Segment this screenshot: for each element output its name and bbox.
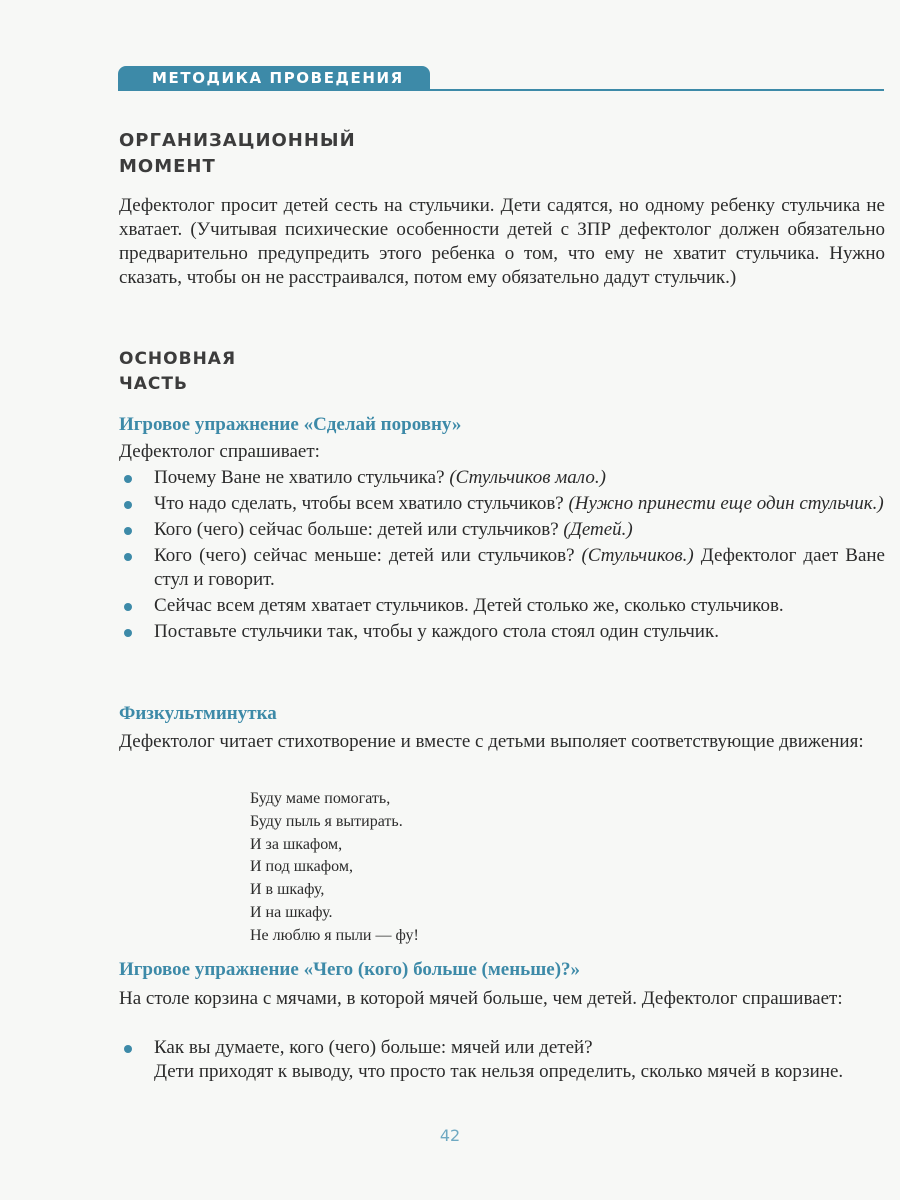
exercise2-question-list bbox=[119, 1036, 885, 1084]
poem-line: И за шкафом, bbox=[250, 835, 343, 853]
org-heading bbox=[119, 128, 356, 180]
bullet-icon bbox=[124, 501, 132, 509]
item-followup: Дефектолог дает Ване стул и говорит. bbox=[154, 545, 885, 590]
section-tab bbox=[118, 66, 430, 90]
section-label: МЕТОДИКА ПРОВЕДЕНИЯ bbox=[152, 69, 404, 87]
exercise1-title: Игровое упражнение «Сделай поровну» bbox=[119, 414, 462, 435]
exercise2-title: Игровое упражнение «Чего (кого) больше (меньше)?» bbox=[119, 959, 581, 980]
list-item bbox=[119, 544, 885, 592]
section-header bbox=[118, 66, 884, 92]
exercise1-question-list bbox=[119, 466, 885, 644]
exercise1-intro: Дефектолог спрашивает: bbox=[119, 441, 320, 462]
item-answer: (Нужно принести еще один стульчик.) bbox=[568, 493, 884, 514]
item-text: Почему Ване не хватило стульчика? bbox=[154, 467, 450, 488]
bullet-icon bbox=[124, 553, 132, 561]
item-text: Как вы думаете, кого (чего) больше: мячей или детей? bbox=[154, 1037, 593, 1058]
list-item bbox=[119, 492, 885, 516]
poem-line: И под шкафом, bbox=[250, 858, 353, 876]
item-answer: (Стульчиков мало.) bbox=[449, 467, 606, 488]
poem-line: И в шкафу, bbox=[250, 881, 325, 899]
bullet-icon bbox=[124, 1045, 132, 1053]
fizkult-title: Физкультминутка bbox=[119, 703, 277, 724]
bullet-icon bbox=[124, 527, 132, 535]
bullet-icon bbox=[124, 475, 132, 483]
fizkult-paragraph: Дефектолог читает стихотворение и вместе с детьми выполяет соответствующие движения: bbox=[119, 731, 864, 752]
list-item bbox=[119, 594, 885, 618]
org-heading-line2: МОМЕНТ bbox=[119, 156, 216, 177]
bullet-icon bbox=[124, 629, 132, 637]
main-heading-line2: ЧАСТЬ bbox=[119, 374, 188, 394]
exercise2-paragraph: На столе корзина с мячами, в которой мячей больше, чем детей. Дефектолог спрашивает: bbox=[119, 988, 843, 1009]
org-paragraph: Дефектолог просит детей сесть на стульчики. Дети садятся, но одному ребенку стульчика не хватает. (Учитывая психические особенности детей с ЗПР дефектолог должен обязательно предварительно предупредить этого ребенка о том, что ему не хватит стульчика. Нужно сказать, чтобы он не расстраивался, потом ему обязательно дадут стульчик.) bbox=[119, 195, 885, 288]
item-text: Кого (чего) сейчас больше: детей или стульчиков? bbox=[154, 519, 564, 540]
list-item bbox=[119, 1036, 885, 1084]
item-answer: (Стульчиков.) bbox=[581, 545, 694, 566]
main-heading-line1: ОСНОВНАЯ bbox=[119, 349, 237, 369]
item-text: Сейчас всем детям хватает стульчиков. Детей столько же, сколько стульчиков. bbox=[154, 595, 784, 616]
item-text: Кого (чего) сейчас меньше: детей или стульчиков? bbox=[154, 545, 582, 566]
poem-line: И на шкафу. bbox=[250, 903, 333, 921]
item-answer: (Детей.) bbox=[563, 519, 633, 540]
poem-line: Не люблю я пыли — фу! bbox=[250, 926, 419, 944]
poem-line: Буду пыль я вытирать. bbox=[250, 812, 403, 830]
item-text: Что надо сделать, чтобы всем хватило стульчиков? bbox=[154, 493, 569, 514]
list-item bbox=[119, 518, 885, 542]
item-text: Поставьте стульчики так, чтобы у каждого стола стоял один стульчик. bbox=[154, 621, 719, 642]
poem bbox=[250, 788, 419, 948]
section-rule bbox=[118, 89, 884, 91]
main-heading bbox=[119, 347, 236, 397]
page-number: 42 bbox=[439, 1126, 461, 1145]
list-item bbox=[119, 620, 885, 644]
list-item bbox=[119, 466, 885, 490]
org-heading-line1: ОРГАНИЗАЦИОННЫЙ bbox=[119, 130, 356, 151]
item-followup: Дети приходят к выводу, что просто так нельзя определить, сколько мячей в корзине. bbox=[154, 1061, 844, 1082]
bullet-icon bbox=[124, 603, 132, 611]
poem-line: Буду маме помогать, bbox=[250, 790, 391, 807]
